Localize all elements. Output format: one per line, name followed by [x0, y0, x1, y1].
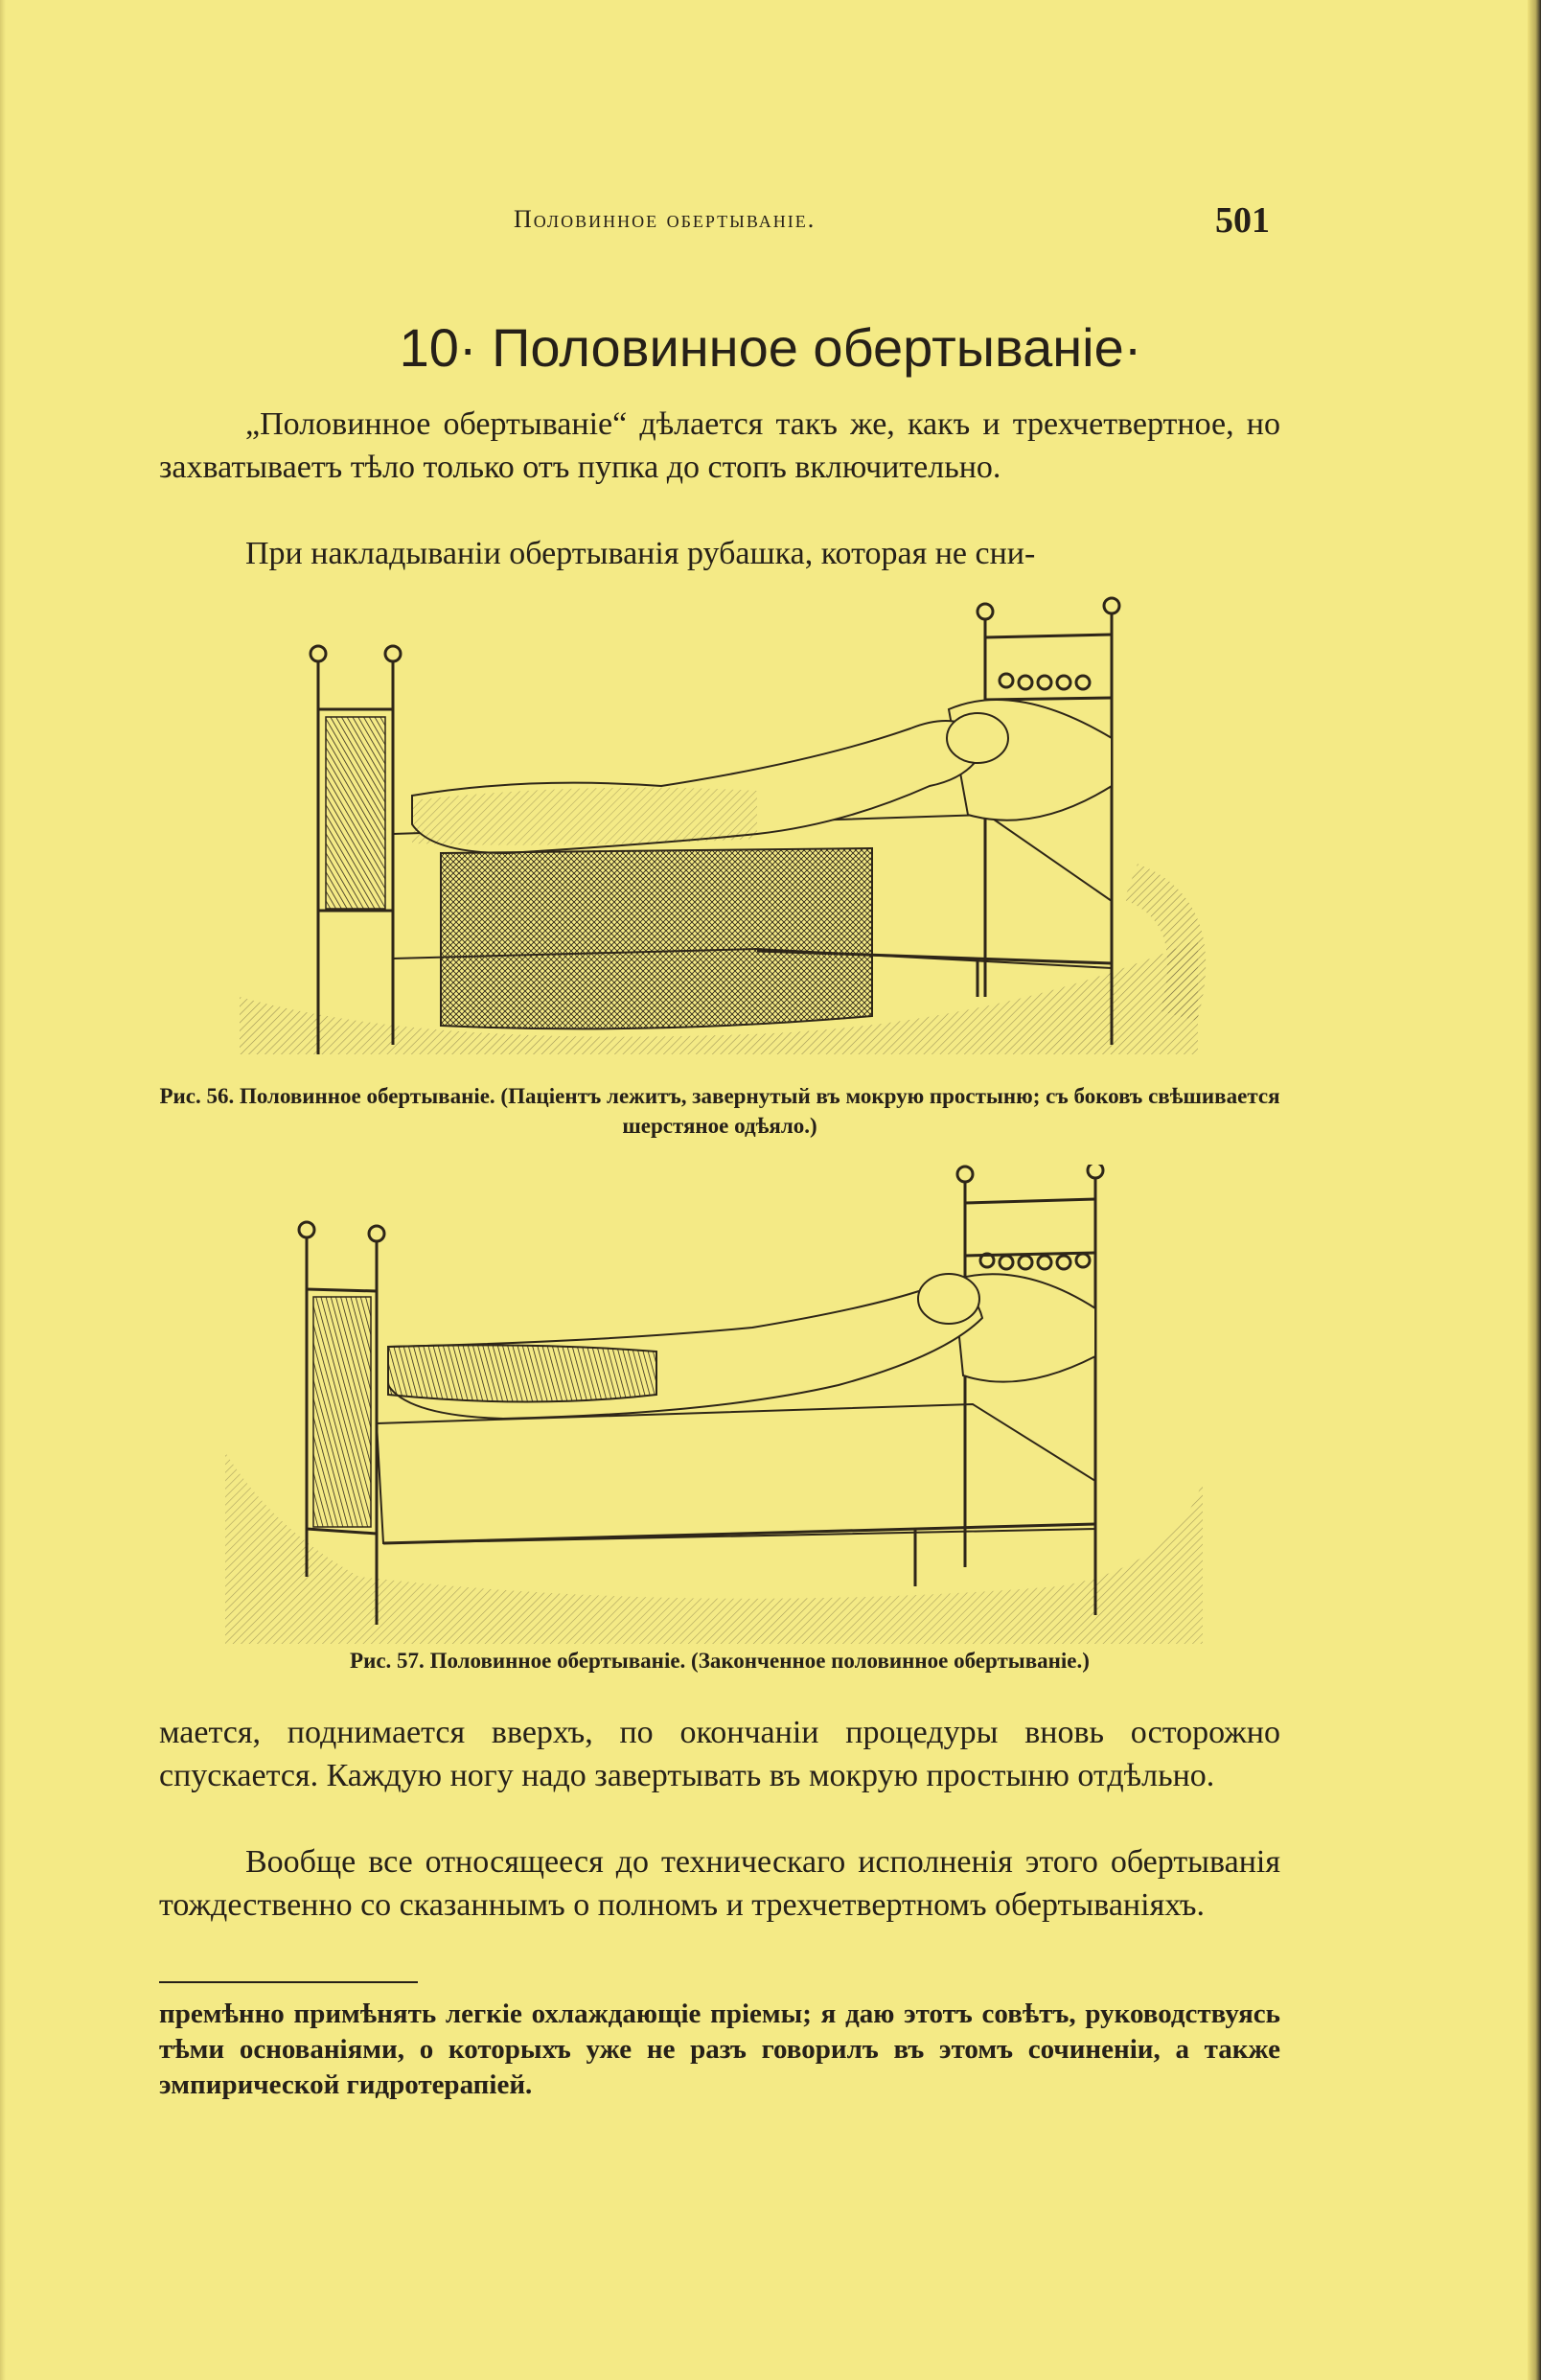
running-head: Половинное обертываніе.	[514, 205, 816, 233]
patient-head	[918, 1274, 979, 1324]
paragraph-shirt-start	[159, 532, 1280, 575]
page-number: 501	[1215, 200, 1270, 241]
figure-56-caption-text: Половинное обертываніе. (Паціентъ лежитъ, завернутый въ мокрую простыню; съ боковъ свѣшивается шерстяное одѣяло.)	[239, 1084, 1280, 1138]
wet-sheet	[412, 788, 757, 845]
figure-57-caption-text: Половинное обертываніе. (Законченное половинное обертываніе.)	[429, 1649, 1090, 1673]
figure-57-illustration	[216, 1165, 1231, 1649]
wrapped-legs	[388, 1345, 656, 1401]
footnote: премѣнно примѣнять легкіе охлаждающіе пріемы; я даю этотъ совѣтъ, руководствуясь тѣми основаніями, о которыхъ уже не разъ говорилъ въ этомъ сочиненіи, а также эмпирической гидротерапіей.	[159, 1999, 1280, 2100]
wool-blanket	[441, 848, 872, 1028]
paragraph-summary-text: Вообще все относящееся до техническаго исполненія этого обертыванія тождественно со сказаннымъ о полномъ и трехчетвертномъ обертываніяхъ.	[159, 1844, 1280, 1923]
paragraph-summary	[159, 1840, 1280, 1927]
section-title: 10· Половинное обертываніе·	[399, 317, 1142, 378]
bed-headboard	[957, 1165, 1103, 1615]
floor-shadow	[225, 1452, 1203, 1644]
bed-mattress	[377, 1404, 1095, 1543]
figure-56-caption	[159, 1081, 1280, 1141]
paragraph-shirt-end	[159, 1711, 1280, 1797]
paragraph-shirt-start-text: При накладываніи обертыванія рубашка, которая не сни-	[245, 536, 1036, 571]
bed-rail	[383, 1524, 1095, 1543]
patient-head	[947, 713, 1008, 763]
bed-footboard	[310, 646, 401, 1054]
figure-57-caption	[159, 1646, 1280, 1675]
figure-56-illustration	[220, 594, 1236, 1069]
paragraph-shirt-end-text: мается, поднимается вверхъ, по окончаніи процедуры вновь осторожно спускается. Каждую ногу надо завертывать въ мокрую простыню отдѣльно.	[159, 1715, 1280, 1793]
figure-56-label: Рис. 56.	[159, 1084, 235, 1108]
paragraph-intro-text: „Половинное обертываніе“ дѣлается такъ же, какъ и трехчетвертное, но захватываетъ тѣло только отъ пупка до стопъ включительно.	[159, 406, 1280, 485]
footnote-rule	[159, 1981, 418, 1983]
figure-57-label: Рис. 57.	[350, 1649, 425, 1673]
paragraph-intro	[159, 403, 1280, 489]
